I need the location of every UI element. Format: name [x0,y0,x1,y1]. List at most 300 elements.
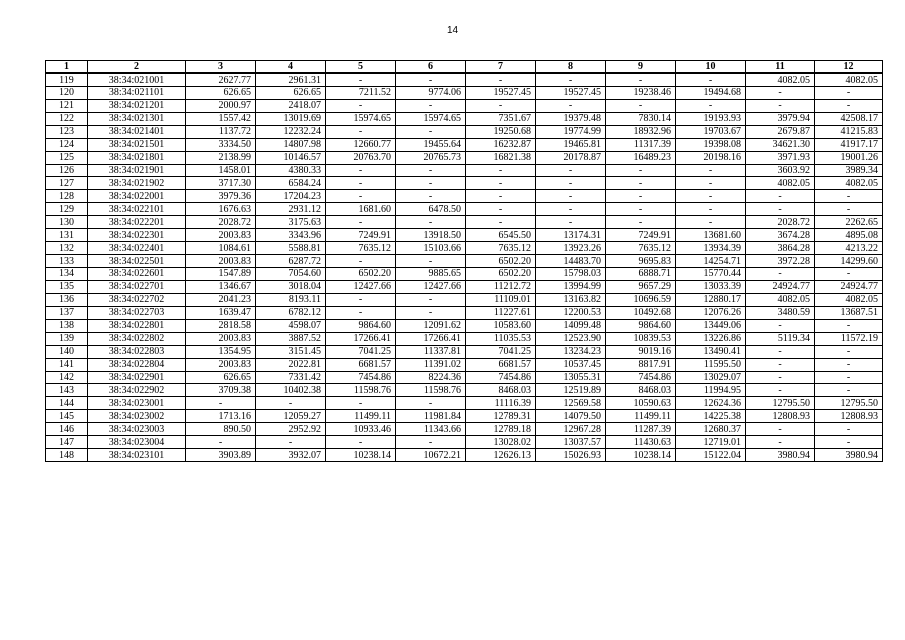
table-cell-col-6: 6478.50 [396,203,466,216]
table-cell-col-3: 2003.83 [186,255,256,268]
table-cell-col-8: 10537.45 [536,358,606,371]
table-cell-col-4: 3343.96 [256,229,326,242]
table-cell-col-2: 38:34:022801 [88,319,186,332]
table-cell-col-1: 125 [46,151,88,164]
table-cell-col-5: 9864.60 [326,319,396,332]
table-cell-col-9: 11287.39 [606,423,676,436]
table-cell-col-12: - [815,345,883,358]
table-cell-col-9: - [606,177,676,190]
table-cell-col-6: 15974.65 [396,112,466,125]
table-cell-col-9: 9864.60 [606,319,676,332]
table-cell-col-7: - [466,164,536,177]
table-cell-col-6: 11981.84 [396,410,466,423]
table-cell-col-2: 38:34:023001 [88,397,186,410]
table-cell-col-1: 132 [46,242,88,255]
table-cell-col-6: 10672.21 [396,449,466,462]
table-cell-col-5: - [326,293,396,306]
table-cell-col-9: - [606,203,676,216]
table-cell-col-12: 12795.50 [815,397,883,410]
table-cell-col-12: 19001.26 [815,151,883,164]
table-cell-col-12: - [815,371,883,384]
table-cell-col-1: 133 [46,255,88,268]
table-cell-col-5: - [326,164,396,177]
table-cell-col-4: 2418.07 [256,99,326,112]
table-row [46,280,883,293]
table-cell-col-7: - [466,73,536,86]
table-cell-col-9: 6888.71 [606,268,676,281]
table-cell-col-5: - [326,177,396,190]
table-cell-col-8: 13994.99 [536,280,606,293]
table-cell-col-4: 7331.42 [256,371,326,384]
table-cell-col-5: - [326,125,396,138]
table-cell-col-3: 2003.83 [186,229,256,242]
table-cell-col-9: - [606,216,676,229]
table-cell-col-10: 19398.08 [676,138,746,151]
table-cell-col-7: 7635.12 [466,242,536,255]
table-row [46,112,883,125]
table-cell-col-6: - [396,255,466,268]
table-cell-col-1: 139 [46,332,88,345]
table-cell-col-5: 15974.65 [326,112,396,125]
table-row [46,203,883,216]
table-cell-col-11: - [746,99,815,112]
table-cell-col-2: 38:34:021801 [88,151,186,164]
table-cell-col-11: - [746,371,815,384]
table-cell-col-5: - [326,397,396,410]
table-cell-col-1: 128 [46,190,88,203]
table-cell-col-6: - [396,177,466,190]
column-header-12: 12 [815,61,883,74]
table-cell-col-12: 41917.17 [815,138,883,151]
table-cell-col-8: 19379.48 [536,112,606,125]
table-cell-col-1: 121 [46,99,88,112]
table-cell-col-9: 16489.23 [606,151,676,164]
table-cell-col-2: 38:34:022301 [88,229,186,242]
table-cell-col-9: - [606,164,676,177]
table-cell-col-3: 626.65 [186,86,256,99]
table-cell-col-11: 3864.28 [746,242,815,255]
table-cell-col-5: 7211.52 [326,86,396,99]
table-row [46,345,883,358]
table-cell-col-3: 890.50 [186,423,256,436]
table-cell-col-8: 19527.45 [536,86,606,99]
table-row [46,216,883,229]
table-cell-col-11: 3979.94 [746,112,815,125]
table-cell-col-12: - [815,86,883,99]
table-cell-col-12: 3989.34 [815,164,883,177]
table-cell-col-6: 13918.50 [396,229,466,242]
table-cell-col-5: - [326,73,396,86]
table-cell-col-7: 11227.61 [466,306,536,319]
table-cell-col-7: 12789.18 [466,423,536,436]
table-cell-col-3: 1354.95 [186,345,256,358]
table-cell-col-4: 3887.52 [256,332,326,345]
table-cell-col-1: 148 [46,449,88,462]
table-cell-col-4: 3932.07 [256,449,326,462]
table-cell-col-5: - [326,190,396,203]
table-cell-col-10: 20198.16 [676,151,746,164]
table-cell-col-2: 38:34:023004 [88,436,186,449]
table-cell-col-4: 3151.45 [256,345,326,358]
table-cell-col-8: 13923.26 [536,242,606,255]
table-cell-col-11: 34621.30 [746,138,815,151]
table-cell-col-11: - [746,384,815,397]
table-cell-col-12: - [815,203,883,216]
table-cell-col-9: 9019.16 [606,345,676,358]
table-cell-col-9: 10238.14 [606,449,676,462]
table-cell-col-7: 6545.50 [466,229,536,242]
table-cell-col-12: 3980.94 [815,449,883,462]
table-cell-col-11: - [746,86,815,99]
table-cell-col-11: 2679.87 [746,125,815,138]
data-table [45,60,883,462]
table-cell-col-1: 141 [46,358,88,371]
table-cell-col-9: - [606,99,676,112]
table-cell-col-9: 7249.91 [606,229,676,242]
table-cell-col-3: 1458.01 [186,164,256,177]
table-cell-col-8: 15798.03 [536,268,606,281]
table-cell-col-2: 38:34:022401 [88,242,186,255]
column-header-3: 3 [186,61,256,74]
table-cell-col-6: - [396,306,466,319]
table-cell-col-11: - [746,345,815,358]
table-cell-col-10: 12624.36 [676,397,746,410]
table-cell-col-11: 3971.93 [746,151,815,164]
table-cell-col-2: 38:34:022701 [88,280,186,293]
table-cell-col-5: 17266.41 [326,332,396,345]
table-cell-col-9: 10492.68 [606,306,676,319]
table-cell-col-3: 2028.72 [186,216,256,229]
table-cell-col-2: 38:34:021101 [88,86,186,99]
table-cell-col-10: - [676,164,746,177]
table-cell-col-11: 24924.77 [746,280,815,293]
table-cell-col-7: 19527.45 [466,86,536,99]
column-header-9: 9 [606,61,676,74]
table-cell-col-8: 12200.53 [536,306,606,319]
table-cell-col-4: 6584.24 [256,177,326,190]
table-cell-col-9: 10590.63 [606,397,676,410]
table-cell-col-5: 6502.20 [326,268,396,281]
table-cell-col-1: 120 [46,86,88,99]
table-cell-col-1: 144 [46,397,88,410]
table-cell-col-9: 7635.12 [606,242,676,255]
table-cell-col-2: 38:34:023002 [88,410,186,423]
table-cell-col-1: 126 [46,164,88,177]
table-cell-col-10: 19494.68 [676,86,746,99]
table-cell-col-10: 12880.17 [676,293,746,306]
table-cell-col-4: 2022.81 [256,358,326,371]
table-cell-col-4: 6287.72 [256,255,326,268]
table-cell-col-3: 2003.83 [186,332,256,345]
table-row [46,151,883,164]
table-cell-col-7: 11212.72 [466,280,536,293]
table-cell-col-6: 11343.66 [396,423,466,436]
table-cell-col-12: - [815,190,883,203]
table-cell-col-8: 12519.89 [536,384,606,397]
table-row [46,319,883,332]
table-cell-col-2: 38:34:023003 [88,423,186,436]
table-cell-col-5: 11598.76 [326,384,396,397]
table-cell-col-1: 119 [46,73,88,86]
table-cell-col-9: 8817.91 [606,358,676,371]
table-cell-col-3: 3979.36 [186,190,256,203]
table-cell-col-10: 19193.93 [676,112,746,125]
table-cell-col-11: 3480.59 [746,306,815,319]
table-cell-col-12: - [815,384,883,397]
table-cell-col-9: - [606,73,676,86]
table-cell-col-10: - [676,73,746,86]
table-cell-col-5: 6681.57 [326,358,396,371]
table-row [46,73,883,86]
table-cell-col-4: 4598.07 [256,319,326,332]
table-cell-col-8: - [536,190,606,203]
table-cell-col-5: 7454.86 [326,371,396,384]
table-cell-col-3: 626.65 [186,371,256,384]
table-cell-col-1: 145 [46,410,88,423]
table-cell-col-6: - [396,99,466,112]
table-cell-col-4: 12059.27 [256,410,326,423]
table-row [46,436,883,449]
table-cell-col-4: 10402.38 [256,384,326,397]
table-cell-col-4: 5588.81 [256,242,326,255]
table-cell-col-7: 11109.01 [466,293,536,306]
table-cell-col-10: 13226.86 [676,332,746,345]
table-cell-col-2: 38:34:022902 [88,384,186,397]
table-cell-col-4: 6782.12 [256,306,326,319]
table-cell-col-11: 2028.72 [746,216,815,229]
table-cell-col-11: - [746,203,815,216]
table-cell-col-12: 4082.05 [815,293,883,306]
column-header-2: 2 [88,61,186,74]
table-cell-col-3: 1639.47 [186,306,256,319]
table-cell-col-4: - [256,436,326,449]
table-header [46,61,883,74]
table-cell-col-7: - [466,99,536,112]
table-cell-col-7: 6502.20 [466,255,536,268]
table-cell-col-9: 8468.03 [606,384,676,397]
table-cell-col-11: 3674.28 [746,229,815,242]
table-cell-col-7: 7454.86 [466,371,536,384]
table-cell-col-5: - [326,99,396,112]
table-cell-col-3: 2041.23 [186,293,256,306]
table-cell-col-4: - [256,397,326,410]
table-cell-col-4: 17204.23 [256,190,326,203]
table-cell-col-3: 2003.83 [186,358,256,371]
table-cell-col-12: 12808.93 [815,410,883,423]
table-cell-col-9: 10696.59 [606,293,676,306]
table-cell-col-4: 626.65 [256,86,326,99]
column-header-1: 1 [46,61,88,74]
table-cell-col-7: 11116.39 [466,397,536,410]
table-cell-col-10: 12076.26 [676,306,746,319]
table-cell-col-2: 38:34:022901 [88,371,186,384]
table-cell-col-6: 20765.73 [396,151,466,164]
table-cell-col-1: 138 [46,319,88,332]
table-cell-col-4: 2931.12 [256,203,326,216]
table-cell-col-10: 19703.67 [676,125,746,138]
table-cell-col-12: 14299.60 [815,255,883,268]
table-cell-col-5: 20763.70 [326,151,396,164]
table-row [46,177,883,190]
table-cell-col-7: - [466,216,536,229]
table-cell-col-1: 140 [46,345,88,358]
table-cell-col-9: 7454.86 [606,371,676,384]
table-cell-col-11: - [746,436,815,449]
table-cell-col-1: 123 [46,125,88,138]
table-cell-col-2: 38:34:021401 [88,125,186,138]
table-cell-col-5: 12660.77 [326,138,396,151]
table-cell-col-8: - [536,216,606,229]
table-cell-col-10: 13449.06 [676,319,746,332]
table-row [46,397,883,410]
table-row [46,384,883,397]
table-cell-col-3: - [186,436,256,449]
table-cell-col-9: 9657.29 [606,280,676,293]
table-cell-col-8: 13163.82 [536,293,606,306]
table-row [46,99,883,112]
table-cell-col-8: 20178.87 [536,151,606,164]
table-cell-col-6: 17266.41 [396,332,466,345]
table-cell-col-3: 2627.77 [186,73,256,86]
header-row [46,61,883,74]
table-cell-col-12: 13687.51 [815,306,883,319]
table-cell-col-1: 142 [46,371,88,384]
table-row [46,423,883,436]
table-row [46,358,883,371]
table-cell-col-11: - [746,319,815,332]
table-cell-col-12: 11572.19 [815,332,883,345]
table-cell-col-3: 2000.97 [186,99,256,112]
table-cell-col-4: 2961.31 [256,73,326,86]
table-cell-col-5: - [326,216,396,229]
table-cell-col-5: 11499.11 [326,410,396,423]
table-cell-col-12: 42508.17 [815,112,883,125]
table-cell-col-10: - [676,216,746,229]
table-cell-col-1: 122 [46,112,88,125]
table-cell-col-7: 16232.87 [466,138,536,151]
table-cell-col-7: 19250.68 [466,125,536,138]
table-cell-col-1: 124 [46,138,88,151]
table-cell-col-6: 11598.76 [396,384,466,397]
table-cell-col-12: - [815,436,883,449]
table-cell-col-4: 3175.63 [256,216,326,229]
table-cell-col-4: 8193.11 [256,293,326,306]
column-header-4: 4 [256,61,326,74]
table-cell-col-6: - [396,125,466,138]
table-cell-col-6: 12427.66 [396,280,466,293]
table-cell-col-6: 15103.66 [396,242,466,255]
table-cell-col-3: 1346.67 [186,280,256,293]
column-header-8: 8 [536,61,606,74]
table-cell-col-12: 41215.83 [815,125,883,138]
table-cell-col-3: - [186,397,256,410]
table-cell-col-10: 13490.41 [676,345,746,358]
table-cell-col-12: 4082.05 [815,177,883,190]
table-cell-col-2: 38:34:022702 [88,293,186,306]
table-cell-col-3: 3903.89 [186,449,256,462]
table-cell-col-6: - [396,436,466,449]
table-cell-col-4: 2952.92 [256,423,326,436]
table-cell-col-6: 9774.06 [396,86,466,99]
table-cell-col-8: - [536,99,606,112]
table-cell-col-2: 38:34:021001 [88,73,186,86]
table-cell-col-6: 9885.65 [396,268,466,281]
table-cell-col-7: 8468.03 [466,384,536,397]
table-cell-col-2: 38:34:021901 [88,164,186,177]
table-cell-col-9: 11499.11 [606,410,676,423]
table-cell-col-6: - [396,73,466,86]
table-cell-col-2: 38:34:022001 [88,190,186,203]
table-cell-col-4: 13019.69 [256,112,326,125]
table-cell-col-3: 1084.61 [186,242,256,255]
table-cell-col-7: - [466,203,536,216]
table-cell-col-8: 19465.81 [536,138,606,151]
table-cell-col-1: 137 [46,306,88,319]
table-row [46,242,883,255]
table-cell-col-5: 10933.46 [326,423,396,436]
table-cell-col-6: 11337.81 [396,345,466,358]
table-cell-col-2: 38:34:022802 [88,332,186,345]
table-cell-col-10: 12719.01 [676,436,746,449]
table-cell-col-7: 12626.13 [466,449,536,462]
table-cell-col-10: 12680.37 [676,423,746,436]
table-cell-col-7: 6502.20 [466,268,536,281]
table-cell-col-11: - [746,358,815,371]
table-row [46,410,883,423]
table-cell-col-7: 6681.57 [466,358,536,371]
table-cell-col-5: 1681.60 [326,203,396,216]
table-cell-col-6: - [396,164,466,177]
table-cell-col-10: 13681.60 [676,229,746,242]
table-cell-col-1: 146 [46,423,88,436]
table-cell-col-12: 4895.08 [815,229,883,242]
table-cell-col-9: 11317.39 [606,138,676,151]
column-header-6: 6 [396,61,466,74]
table-cell-col-12: 4082.05 [815,73,883,86]
table-cell-col-5: 12427.66 [326,280,396,293]
table-row [46,449,883,462]
table-cell-col-8: - [536,203,606,216]
table-cell-col-6: 11391.02 [396,358,466,371]
table-cell-col-9: 9695.83 [606,255,676,268]
table-cell-col-12: - [815,268,883,281]
table-row [46,332,883,345]
page-number: 14 [446,25,459,36]
table-cell-col-12: 4213.22 [815,242,883,255]
table-cell-col-3: 3709.38 [186,384,256,397]
table-cell-col-8: 12569.58 [536,397,606,410]
table-cell-col-6: 8224.36 [396,371,466,384]
table-cell-col-11: - [746,268,815,281]
table-cell-col-3: 1557.42 [186,112,256,125]
table-row [46,293,883,306]
table-cell-col-12: - [815,358,883,371]
table-cell-col-10: 14254.71 [676,255,746,268]
column-header-10: 10 [676,61,746,74]
table-cell-col-3: 1713.16 [186,410,256,423]
table-cell-col-7: - [466,190,536,203]
table-cell-col-10: 14225.38 [676,410,746,423]
table-cell-col-11: 3603.92 [746,164,815,177]
table-cell-col-11: 3980.94 [746,449,815,462]
table-cell-col-7: 7041.25 [466,345,536,358]
table-cell-col-11: 4082.05 [746,73,815,86]
table-cell-col-9: 10839.53 [606,332,676,345]
table-cell-col-10: 13033.39 [676,280,746,293]
column-header-5: 5 [326,61,396,74]
table-cell-col-4: 7054.60 [256,268,326,281]
table-cell-col-7: - [466,177,536,190]
